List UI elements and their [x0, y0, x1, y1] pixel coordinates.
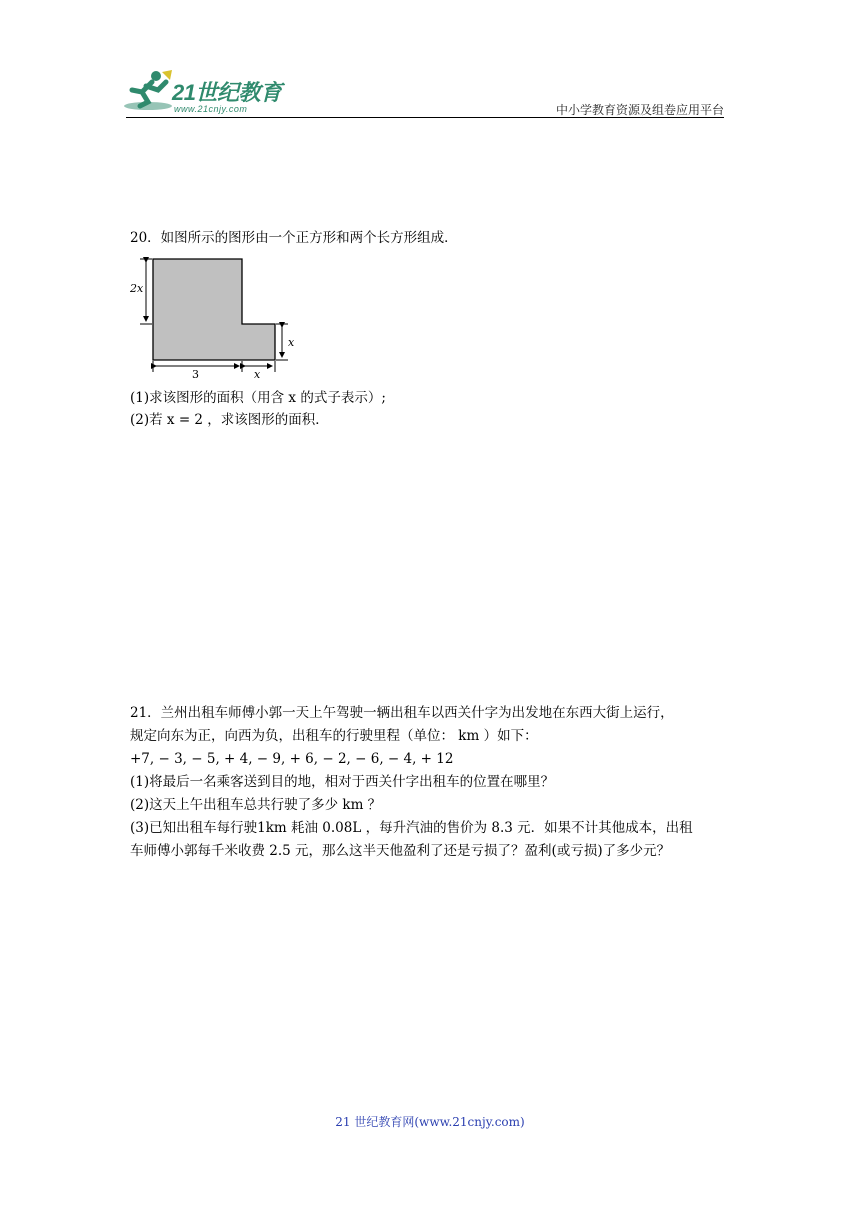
runner-logo-icon — [122, 68, 174, 112]
q20-part1: (1)求该图形的面积（用含 x 的式子表示）; — [130, 390, 386, 406]
q20-part2: (2)若 x = 2 ，求该图形的面积． — [130, 412, 329, 428]
label-2x: 2x — [130, 282, 144, 295]
q21-line1: 21．兰州出租车师傅小郭一天上午驾驶一辆出租车以西关什字为出发地在东西大街上运行， — [130, 705, 674, 721]
label-3: 3 — [192, 368, 199, 381]
header-tagline: 中小学教育资源及组卷应用平台 — [555, 103, 724, 117]
q20-figure — [128, 254, 308, 382]
logo-url: www.21cnjy.com — [174, 104, 248, 114]
site-logo — [122, 68, 302, 118]
q21-part3-line1: (3)已知出租车每行驶1km 耗油 0.08L ，每升汽油的售价为 8.3 元．如果不计其他成本，出租 — [130, 820, 693, 836]
l-shape — [153, 259, 275, 360]
q21-part1: (1)将最后一名乘客送到目的地，相对于西关什字出租车的位置在哪里？ — [130, 774, 555, 790]
label-x-bottom: x — [254, 368, 261, 381]
page-header — [0, 0, 860, 120]
q21-part3-line2: 车师傅小郭每千米收费 2.5 元，那么这半天他盈利了还是亏损了？盈利(或亏损)了多少元？ — [130, 843, 671, 859]
logo-brand: 21世纪教育 — [172, 80, 282, 105]
footer-link[interactable]: 21 世纪教育网(www.21cnjy.com) — [335, 1115, 525, 1129]
q21-line2: 规定向东为正，向西为负，出租车的行驶里程（单位： km ）如下： — [130, 728, 538, 744]
q21-data: +7, − 3, − 5, + 4, − 9, + 6, − 2, − 6, − 4, + 12 — [130, 751, 454, 767]
label-x-right: x — [288, 336, 295, 349]
header-divider — [126, 117, 724, 118]
q21-part2: (2)这天上午出租车总共行驶了多少 km ？ — [130, 797, 382, 813]
q20-stem: 20．如图所示的图形由一个正方形和两个长方形组成． — [130, 230, 458, 246]
